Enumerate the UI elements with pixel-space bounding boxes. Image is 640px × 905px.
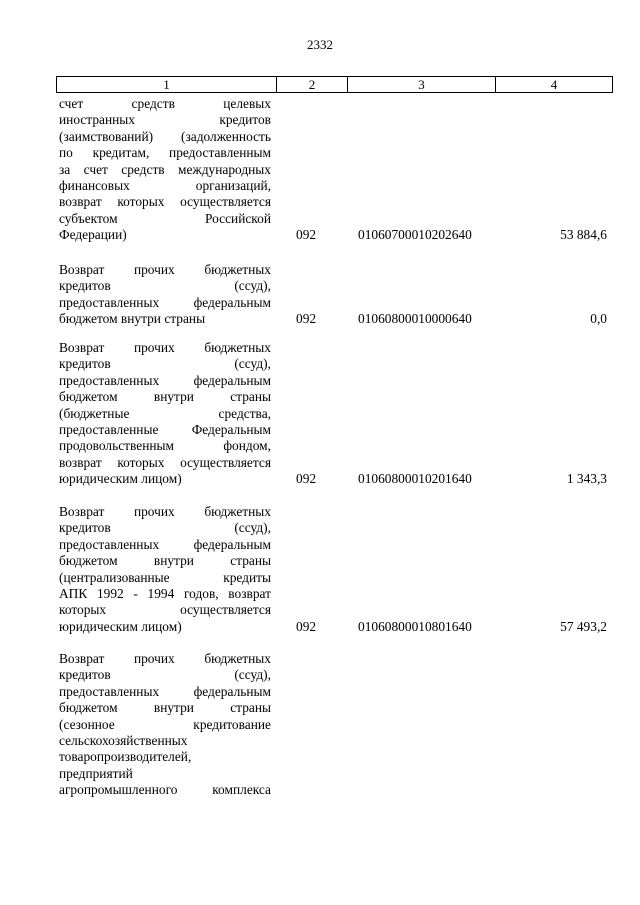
description-line: кредитов (ссуд), <box>59 520 271 536</box>
admin-code: 092 <box>296 227 317 243</box>
description-line: бюджетом внутри страны <box>59 389 271 405</box>
description-line: которых осуществляется <box>59 602 271 618</box>
description-line: продовольственным фондом, <box>59 438 271 454</box>
description-line: бюджетом внутри страны <box>59 553 271 569</box>
description-line: Возврат прочих бюджетных <box>59 340 271 355</box>
budget-code: 01060700010202640 <box>358 227 472 243</box>
description-line: Возврат прочих бюджетных <box>59 651 271 666</box>
description-line: юридическим лицом) <box>59 618 182 634</box>
row-description <box>59 340 271 488</box>
description-line: предоставленные Федеральным <box>59 422 271 438</box>
amount-value: 1 343,3 <box>566 471 607 487</box>
description-line: кредитов (ссуд), <box>59 278 271 294</box>
description-line: предприятий <box>59 765 133 781</box>
budget-code: 01060800010201640 <box>358 471 472 487</box>
description-line: (централизованные кредиты <box>59 569 271 585</box>
table-row <box>56 504 613 635</box>
amount-value: 0,0 <box>590 311 607 327</box>
description-line: (бюджетные средства, <box>59 405 271 421</box>
page-number: 2332 <box>307 37 333 52</box>
table-header <box>56 76 613 93</box>
description-line: предоставленных федеральным <box>59 294 271 310</box>
header-col-3: 3 <box>348 77 496 92</box>
description-line: кредитов (ссуд), <box>59 356 271 372</box>
description-line: Федерации) <box>59 227 127 243</box>
header-col-4: 4 <box>550 77 558 92</box>
description-line: товаропроизводителей, <box>59 749 192 765</box>
description-line: юридическим лицом) <box>59 471 182 487</box>
table-row <box>56 340 613 488</box>
description-line: бюджетом внутри страны <box>59 311 206 327</box>
admin-code: 092 <box>296 311 317 327</box>
admin-code: 092 <box>296 618 317 634</box>
row-description <box>59 504 271 635</box>
description-line: возврат которых осуществляется <box>59 454 271 470</box>
description-line: бюджетом внутри страны <box>59 700 271 716</box>
row-description <box>59 262 271 328</box>
description-line: иностранных кредитов <box>59 112 271 128</box>
description-line: по кредитам, предоставленным <box>59 145 271 161</box>
description-line: предоставленных федеральным <box>59 372 271 388</box>
description-line: сельскохозяйственных <box>59 733 188 749</box>
description-line: (сезонное кредитование <box>59 716 271 732</box>
header-col-1: 1 <box>57 77 277 92</box>
description-line: возврат которых осуществляется <box>59 194 271 210</box>
table-row <box>56 262 613 328</box>
description-line: кредитов (ссуд), <box>59 667 271 683</box>
budget-code: 01060800010000640 <box>358 311 472 327</box>
budget-code: 01060800010801640 <box>358 618 472 634</box>
table-row <box>56 96 613 244</box>
table-row <box>56 651 613 799</box>
row-description <box>59 96 271 244</box>
description-line: (заимствований) (задолженность <box>59 128 271 144</box>
admin-code: 092 <box>296 471 317 487</box>
description-line: предоставленных федеральным <box>59 536 271 552</box>
amount-value: 53 884,6 <box>560 227 607 243</box>
description-line: агропромышленного комплекса <box>59 782 271 798</box>
amount-value: 57 493,2 <box>560 618 607 634</box>
description-line: Возврат прочих бюджетных <box>59 262 271 277</box>
description-line: АПК 1992 - 1994 годов, возврат <box>59 586 271 602</box>
description-line: предоставленных федеральным <box>59 683 271 699</box>
header-col-2: 2 <box>277 77 348 92</box>
description-line: Возврат прочих бюджетных <box>59 504 271 519</box>
description-line: счет средств целевых <box>59 96 271 111</box>
description-line: финансовых организаций, <box>59 178 271 194</box>
description-line: субъектом Российской <box>59 210 271 226</box>
description-line: за счет средств международных <box>59 161 271 177</box>
row-description <box>59 651 271 799</box>
